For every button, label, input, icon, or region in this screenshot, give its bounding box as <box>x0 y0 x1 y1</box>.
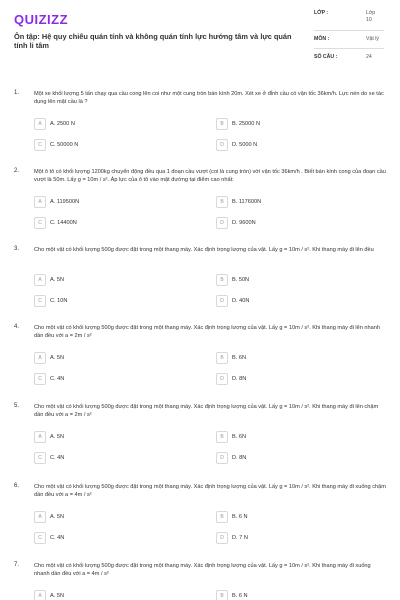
option-label: B. 25000 N <box>232 121 260 127</box>
answer-option[interactable] <box>34 118 110 130</box>
option-label: A. 5N <box>50 434 64 440</box>
worksheet-header <box>14 12 386 70</box>
option-label: D. 8N <box>232 376 247 382</box>
option-label: C. 10N <box>50 298 68 304</box>
answer-option[interactable] <box>216 511 292 523</box>
meta-divider <box>314 30 384 31</box>
answer-option[interactable] <box>216 373 292 385</box>
option-label: C. 4N <box>50 376 65 382</box>
option-letter-box: B <box>216 196 228 208</box>
option-letter-box: B <box>216 590 228 600</box>
option-label: D. 40N <box>232 298 250 304</box>
class-value: Lớp 10 <box>366 10 376 23</box>
question-text: Cho một vật có khối lượng 500g được đặt trong một thang máy. Xác định trọng lượng của vật. Lấy g = 10m / s². Khi thang máy đi lên chậm dần đều với a = 2m / s² <box>34 404 379 418</box>
question-text: Một xe khối lượng 5 tấn chạy qua cầu cong lên coi như một cung tròn bán kính 20m. Xét xe ở đỉnh cầu có vận tốc 36km/h. Lực nén do xe tác dụng lên mặt cầu là ? <box>34 91 384 105</box>
option-label: C. 14400N <box>50 220 77 226</box>
option-letter-box: B <box>216 274 228 286</box>
answer-option[interactable] <box>216 139 292 151</box>
option-label: D. 8N <box>232 455 247 461</box>
option-letter-box: B <box>216 511 228 523</box>
option-label: B. 6N <box>232 434 246 440</box>
question-text: Cho một vật có khối lượng 500g được đặt trong một thang máy. Xác định trọng lượng của vật. Lấy g = 10m / s². Khi thang máy đi lên đều <box>34 247 374 253</box>
question-number: 4. <box>14 324 20 330</box>
question-number: 7. <box>14 562 20 568</box>
answer-option[interactable] <box>216 352 292 364</box>
answer-option[interactable] <box>34 532 110 544</box>
answer-option[interactable] <box>34 196 110 208</box>
answer-option[interactable] <box>34 274 110 286</box>
option-letter-box: D <box>216 373 228 385</box>
meta-divider <box>314 48 384 49</box>
option-letter-box: A <box>34 274 46 286</box>
option-letter-box: D <box>216 217 228 229</box>
option-label: D. 7 N <box>232 535 248 541</box>
count-label: SỐ CÂU : <box>314 54 338 60</box>
option-label: A. 2500 N <box>50 121 75 127</box>
option-letter-box: C <box>34 217 46 229</box>
answer-option[interactable] <box>34 217 110 229</box>
option-label: D. 5000 N <box>232 142 258 148</box>
option-label: C. 4N <box>50 455 65 461</box>
answer-option[interactable] <box>216 590 292 600</box>
question-text: Cho một vật có khối lượng 500g được đặt trong một thang máy. Xác định trọng lượng của vật. Lấy g = 10m / s². Khi thang máy đi lên nhanh dần đều với a = 2m / s² <box>34 325 380 339</box>
option-letter-box: D <box>216 139 228 151</box>
answer-option[interactable] <box>34 295 110 307</box>
option-label: A. 5N <box>50 355 64 361</box>
answer-option[interactable] <box>216 295 292 307</box>
option-letter-box: A <box>34 118 46 130</box>
answer-option[interactable] <box>34 352 110 364</box>
option-label: C. 50000 N <box>50 142 79 148</box>
option-label: B. 6 N <box>232 593 248 599</box>
option-label: B. 50N <box>232 277 250 283</box>
option-letter-box: D <box>216 295 228 307</box>
page-title: Ôn tập: Hệ quy chiếu quán tính và không quán tính lực hướng tâm và lực quán tính li tâm <box>14 32 292 50</box>
option-letter-box: B <box>216 431 228 443</box>
count-value: 24 <box>366 54 372 60</box>
answer-option[interactable] <box>216 431 292 443</box>
question-text: Một ô tô có khối lượng 1200kg chuyển động đều qua 1 đoạn cầu vượt (coi là cung tròn) với vận tốc 36km/h . Biết bán kính cong của đoạn cầu vượt là 50m. Lấy g = 10m / s². Áp lực của ô tô vào mặt đường tại điểm cao nhất: <box>34 169 386 183</box>
option-letter-box: A <box>34 511 46 523</box>
option-label: A. 5N <box>50 514 64 520</box>
answer-option[interactable] <box>34 139 110 151</box>
subject-value: Vật lý <box>366 36 379 42</box>
option-letter-box: C <box>34 373 46 385</box>
answer-option[interactable] <box>216 274 292 286</box>
answer-option[interactable] <box>216 196 292 208</box>
answer-option[interactable] <box>34 431 110 443</box>
subject-label: MÔN : <box>314 36 330 42</box>
option-label: B. 6N <box>232 355 246 361</box>
option-label: A. 5N <box>50 277 64 283</box>
option-letter-box: C <box>34 139 46 151</box>
option-letter-box: C <box>34 295 46 307</box>
option-label: B. 6 N <box>232 514 248 520</box>
quizizz-logo: QUIZIZZ <box>14 12 69 27</box>
answer-option[interactable] <box>216 118 292 130</box>
option-label: B. 117600N <box>232 199 262 205</box>
question-number: 2. <box>14 168 20 174</box>
option-letter-box: B <box>216 118 228 130</box>
option-label: A. 5N <box>50 593 64 599</box>
question-number: 5. <box>14 403 20 409</box>
question-text: Cho một vật có khối lượng 500g được đặt trong một thang máy. Xác định trọng lượng của vật. Lấy g = 10m / s². Khi thang máy đi xuống chậm dần đều với a = 4m / s² <box>34 484 386 498</box>
answer-option[interactable] <box>34 511 110 523</box>
question-number: 1. <box>14 90 20 96</box>
answer-option[interactable] <box>34 590 110 600</box>
option-letter-box: A <box>34 352 46 364</box>
option-label: C. 4N <box>50 535 65 541</box>
option-letter-box: D <box>216 532 228 544</box>
class-label: LỚP : <box>314 10 329 16</box>
option-letter-box: D <box>216 452 228 464</box>
option-letter-box: A <box>34 590 46 600</box>
option-letter-box: A <box>34 431 46 443</box>
question-number: 6. <box>14 483 20 489</box>
option-label: D. 9600N <box>232 220 256 226</box>
answer-option[interactable] <box>216 217 292 229</box>
option-letter-box: B <box>216 352 228 364</box>
question-number: 3. <box>14 246 20 252</box>
option-label: A. 119500N <box>50 199 80 205</box>
answer-option[interactable] <box>216 532 292 544</box>
option-letter-box: C <box>34 532 46 544</box>
option-letter-box: C <box>34 452 46 464</box>
option-letter-box: A <box>34 196 46 208</box>
answer-option[interactable] <box>34 373 110 385</box>
answer-option[interactable] <box>34 452 110 464</box>
question-text: Cho một vật có khối lượng 500g được đặt trong một thang máy. Xác định trọng lượng của vật. Lấy g = 10m / s². Khi thang máy đi xuống nhanh dần đều với a = 4m / s² <box>34 563 371 577</box>
answer-option[interactable] <box>216 452 292 464</box>
